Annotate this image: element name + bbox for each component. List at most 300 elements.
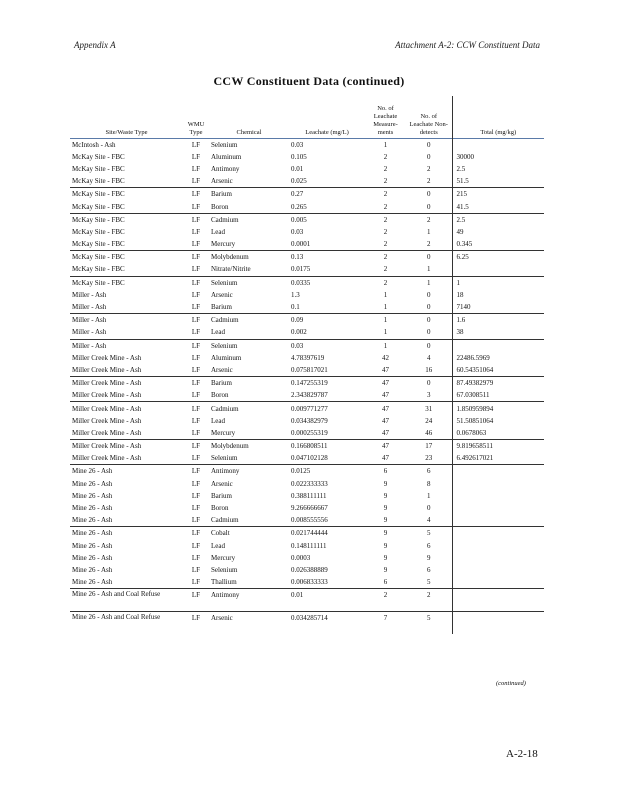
cell-leachate: 0.005: [289, 213, 365, 226]
table-row: [70, 478, 544, 490]
cell-total: [452, 490, 544, 502]
cell-chemical: Selenium: [211, 454, 238, 463]
cell-chemical: Lead: [211, 541, 225, 550]
cell-chemical: Arsenic: [211, 365, 233, 374]
cell-measurements: 2: [365, 188, 406, 201]
table-row: [70, 226, 544, 238]
cell-site: McKay Site - FBC: [70, 213, 183, 226]
cell-nondetects: 0: [427, 290, 431, 299]
cell-wmu: LF: [191, 140, 201, 149]
cell-nondetects: 0: [406, 377, 452, 390]
cell-leachate: 0.047102128: [291, 454, 328, 463]
cell-wmu: LF: [191, 491, 201, 500]
cell-site: McKay Site - FBC: [72, 177, 125, 186]
cell-chemical: Barium: [211, 491, 232, 500]
cell-site: McKay Site - FBC: [72, 202, 125, 211]
cell-chemical: Selenium: [211, 565, 238, 574]
cell-chemical: Mercury: [211, 428, 236, 437]
cell-wmu: LF: [191, 290, 201, 299]
table-row: [70, 564, 544, 576]
cell-leachate: 0.01: [289, 589, 365, 612]
cell-site: Miller Creek Mine - Ash: [72, 454, 142, 463]
cell-wmu: LF: [191, 164, 201, 173]
cell-chemical: Selenium: [211, 140, 238, 149]
cell-chemical: Selenium: [209, 276, 289, 289]
cell-nondetects: 1: [427, 227, 431, 236]
cell-total: 2.5: [452, 163, 544, 175]
cell-measurements: 47: [382, 365, 389, 374]
cell-total: 0.0678063: [452, 427, 544, 440]
cell-nondetects: 24: [425, 416, 433, 425]
cell-nondetects: 2: [427, 177, 431, 186]
cell-site: Mine 26 - Ash: [72, 553, 113, 562]
cell-chemical: Cobalt: [209, 527, 289, 540]
cell-nondetects: 16: [425, 365, 433, 374]
cell-site: McKay Site - FBC: [72, 152, 125, 161]
cell-chemical: Lead: [211, 416, 225, 425]
cell-wmu: LF: [191, 516, 201, 525]
constituent-data-table: [70, 96, 544, 634]
cell-wmu: LF: [183, 402, 209, 415]
cell-total: [452, 552, 544, 564]
table-row: [70, 552, 544, 564]
cell-measurements: 9: [365, 527, 406, 540]
cell-measurements: 1: [365, 339, 406, 352]
cell-leachate: 0.147255319: [289, 377, 365, 390]
cell-chemical: Boron: [211, 504, 229, 513]
cell-chemical: Selenium: [209, 339, 289, 352]
cell-total: 18: [452, 289, 544, 301]
cell-nondetects: 0: [427, 152, 431, 161]
cell-nondetects: 0: [406, 339, 452, 352]
cell-wmu: LF: [191, 504, 201, 513]
cell-wmu: LF: [183, 527, 209, 540]
cell-measurements: 2: [383, 227, 388, 236]
cell-wmu: LF: [191, 416, 201, 425]
cell-nondetects: 6: [427, 565, 431, 574]
table-row: [70, 276, 544, 289]
cell-wmu: LF: [183, 276, 209, 289]
cell-chemical: Aluminum: [211, 152, 242, 161]
cell-measurements: 47: [382, 428, 389, 437]
cell-total: [452, 514, 544, 527]
cell-nondetects: 0: [427, 303, 431, 312]
cell-nondetects: 31: [406, 402, 452, 415]
cell-nondetects: 0: [406, 314, 452, 327]
table-row: [70, 251, 544, 264]
cell-nondetects: 0: [427, 504, 431, 513]
cell-site: Miller Creek Mine - Ash: [72, 353, 142, 362]
cell-wmu: LF: [191, 365, 201, 374]
cell-nondetects: 4: [427, 516, 431, 525]
cell-site: Miller - Ash: [72, 290, 107, 299]
cell-total: [452, 263, 544, 276]
cell-leachate: 1.3: [291, 290, 300, 299]
cell-site: Miller - Ash: [70, 339, 183, 352]
cell-site: Miller - Ash: [72, 328, 107, 337]
cell-nondetects: 0: [427, 328, 431, 337]
cell-site: Mine 26 - Ash and Coal Refuse: [70, 612, 183, 635]
cell-wmu: LF: [191, 177, 201, 186]
cell-total: [452, 540, 544, 552]
cell-chemical: Boron: [211, 391, 229, 400]
cell-total: [452, 138, 544, 151]
cell-wmu: LF: [191, 565, 201, 574]
cell-measurements: 47: [365, 402, 406, 415]
table-row: [70, 200, 544, 213]
cell-total: 22486.5969: [452, 352, 544, 364]
cell-chemical: Arsenic: [209, 612, 289, 635]
cell-chemical: Molybdenum: [209, 251, 289, 264]
cell-site: Miller - Ash: [70, 314, 183, 327]
cell-chemical: Cadmium: [209, 402, 289, 415]
cell-total: [452, 589, 544, 612]
cell-total: [452, 612, 544, 635]
table-row: [70, 527, 544, 540]
cell-leachate: 9.266666667: [291, 504, 328, 513]
cell-wmu: LF: [191, 541, 201, 550]
cell-leachate: 0.075817021: [291, 365, 328, 374]
table-row: [70, 188, 544, 201]
cell-total: 7140: [452, 301, 544, 314]
cell-site: McKay Site - FBC: [72, 164, 125, 173]
page-number: A-2-18: [506, 748, 538, 760]
cell-nondetects: 1: [427, 265, 431, 274]
cell-site: Mine 26 - Ash: [70, 465, 183, 478]
cell-chemical: Nitrate/Nitrite: [211, 265, 251, 274]
cell-total: 41.5: [452, 200, 544, 213]
cell-site: Miller Creek Mine - Ash: [70, 440, 183, 453]
cell-measurements: 2: [365, 589, 406, 612]
cell-total: 60.54351064: [452, 364, 544, 377]
table-row: [70, 175, 544, 188]
cell-total: 6.492617021: [452, 452, 544, 465]
table-row: [70, 352, 544, 364]
cell-chemical: Lead: [211, 227, 225, 236]
table-row: [70, 377, 544, 390]
cell-leachate: 0.388111111: [291, 491, 327, 500]
cell-measurements: 2: [383, 152, 388, 161]
cell-nondetects: 2: [427, 240, 431, 249]
cell-site: Miller Creek Mine - Ash: [72, 416, 142, 425]
cell-wmu: LF: [191, 328, 201, 337]
cell-measurements: 1: [383, 328, 388, 337]
cell-total: [452, 478, 544, 490]
cell-nondetects: 1: [406, 276, 452, 289]
cell-wmu: LF: [191, 391, 201, 400]
cell-nondetects: 0: [427, 202, 431, 211]
cell-wmu: LF: [183, 314, 209, 327]
col-header-measurements: No. of Leachate Measure- ments: [373, 104, 398, 136]
cell-measurements: 9: [383, 504, 388, 513]
cell-leachate: 0.000255319: [291, 428, 328, 437]
cell-wmu: LF: [183, 251, 209, 264]
table-row: [70, 490, 544, 502]
table-row: [70, 289, 544, 301]
cell-leachate: 0.009771277: [289, 402, 365, 415]
table-row: [70, 301, 544, 314]
cell-wmu: LF: [191, 454, 201, 463]
cell-wmu: LF: [191, 303, 201, 312]
cell-measurements: 9: [383, 553, 388, 562]
cell-chemical: Cadmium: [211, 516, 239, 525]
cell-leachate: 2.343829787: [291, 391, 328, 400]
cell-chemical: Aluminum: [211, 353, 242, 362]
cell-chemical: Mercury: [211, 553, 236, 562]
cell-measurements: 2: [383, 177, 388, 186]
cell-chemical: Mercury: [211, 240, 236, 249]
cell-leachate: 0.026388889: [291, 565, 328, 574]
cell-chemical: Antimony: [211, 164, 240, 173]
col-header-site: Site/Waste Type: [105, 128, 148, 136]
cell-wmu: LF: [191, 227, 201, 236]
cell-chemical: Thallium: [211, 578, 237, 587]
cell-site: Mine 26 - Ash and Coal Refuse: [70, 589, 183, 612]
cell-wmu: LF: [183, 188, 209, 201]
cell-measurements: 1: [383, 290, 388, 299]
cell-site: Mine 26 - Ash: [72, 491, 113, 500]
cell-site: Miller - Ash: [72, 303, 107, 312]
cell-measurements: 47: [365, 440, 406, 453]
cell-measurements: 2: [365, 276, 406, 289]
table-row: [70, 326, 544, 339]
cell-nondetects: 2: [427, 164, 431, 173]
cell-nondetects: 17: [406, 440, 452, 453]
cell-nondetects: 6: [406, 465, 452, 478]
cell-measurements: 9: [383, 479, 388, 488]
table-row: [70, 389, 544, 402]
cell-leachate: 0.0175: [291, 265, 311, 274]
cell-total: 49: [452, 226, 544, 238]
cell-total: 67.0308511: [452, 389, 544, 402]
col-header-nondetects: No. of Leachate Non- detects: [409, 112, 448, 136]
cell-leachate: 0.148111111: [291, 541, 327, 550]
cell-total: [452, 465, 544, 478]
cell-wmu: LF: [191, 265, 201, 274]
table-row: [70, 612, 544, 635]
cell-chemical: Arsenic: [211, 290, 233, 299]
table-row: [70, 314, 544, 327]
cell-nondetects: 23: [425, 454, 433, 463]
cell-site: McKay Site - FBC: [72, 227, 125, 236]
cell-nondetects: 1: [427, 491, 431, 500]
cell-measurements: 2: [383, 202, 388, 211]
cell-wmu: LF: [191, 479, 201, 488]
table-row: [70, 151, 544, 163]
cell-nondetects: 6: [427, 541, 431, 550]
cell-measurements: 47: [382, 454, 389, 463]
cell-measurements: 9: [383, 516, 388, 525]
cell-site: Miller Creek Mine - Ash: [72, 365, 142, 374]
cell-leachate: 0.021744444: [289, 527, 365, 540]
cell-nondetects: 0: [427, 140, 431, 149]
cell-measurements: 1: [383, 303, 388, 312]
cell-wmu: LF: [183, 589, 209, 612]
cell-chemical: Cadmium: [209, 213, 289, 226]
cell-nondetects: 46: [425, 428, 433, 437]
cell-wmu: LF: [183, 612, 209, 635]
cell-wmu: LF: [191, 353, 201, 362]
cell-nondetects: 2: [406, 589, 452, 612]
cell-chemical: Barium: [211, 303, 232, 312]
cell-chemical: Arsenic: [211, 177, 233, 186]
cell-measurements: 9: [383, 565, 388, 574]
cell-total: 6.25: [452, 251, 544, 264]
cell-wmu: LF: [191, 202, 201, 211]
cell-total: 9.819658511: [452, 440, 544, 453]
cell-leachate: 0.1: [291, 303, 300, 312]
cell-measurements: 2: [383, 164, 388, 173]
cell-total: [452, 339, 544, 352]
cell-site: McKay Site - FBC: [70, 251, 183, 264]
cell-nondetects: 5: [406, 527, 452, 540]
cell-leachate: 0.0335: [289, 276, 365, 289]
cell-wmu: LF: [191, 240, 201, 249]
cell-chemical: Boron: [211, 202, 229, 211]
cell-measurements: 2: [383, 265, 388, 274]
cell-chemical: Antimony: [209, 589, 289, 612]
cell-total: 215: [452, 188, 544, 201]
cell-chemical: Lead: [211, 328, 225, 337]
cell-total: [452, 527, 544, 540]
cell-total: 30000: [452, 151, 544, 163]
cell-wmu: LF: [183, 465, 209, 478]
cell-leachate: 0.0001: [291, 240, 311, 249]
cell-nondetects: 5: [427, 578, 431, 587]
table-body: [70, 138, 544, 634]
cell-wmu: LF: [183, 377, 209, 390]
cell-site: Mine 26 - Ash: [72, 516, 113, 525]
cell-leachate: 0.008555556: [291, 516, 328, 525]
cell-leachate: 0.09: [289, 314, 365, 327]
running-header-left: Appendix A: [74, 40, 116, 50]
cell-total: 38: [452, 326, 544, 339]
cell-leachate: 0.03: [289, 339, 365, 352]
cell-leachate: 0.002: [291, 328, 307, 337]
cell-leachate: 0.025: [291, 177, 307, 186]
cell-leachate: 0.265: [291, 202, 307, 211]
cell-wmu: LF: [191, 553, 201, 562]
cell-site: Miller Creek Mine - Ash: [70, 402, 183, 415]
cell-measurements: 47: [382, 416, 389, 425]
table-row: [70, 540, 544, 552]
cell-chemical: Barium: [209, 188, 289, 201]
cell-leachate: 0.034382979: [291, 416, 328, 425]
cell-nondetects: 2: [406, 213, 452, 226]
cell-chemical: Cadmium: [209, 314, 289, 327]
table-row: [70, 138, 544, 151]
table-row: [70, 238, 544, 251]
cell-leachate: 0.022333333: [291, 479, 328, 488]
table-row: [70, 339, 544, 352]
cell-measurements: 6: [365, 465, 406, 478]
cell-nondetects: 5: [406, 612, 452, 635]
running-header-right: Attachment A-2: CCW Constituent Data: [395, 40, 540, 50]
table-row: [70, 452, 544, 465]
col-header-chemical: Chemical: [236, 128, 262, 136]
cell-chemical: Barium: [209, 377, 289, 390]
table-row: [70, 163, 544, 175]
table-row: [70, 589, 544, 612]
table-row: [70, 364, 544, 377]
cell-wmu: LF: [191, 428, 201, 437]
table-row: [70, 415, 544, 427]
cell-site: McKay Site - FBC: [70, 188, 183, 201]
cell-total: 2.5: [452, 213, 544, 226]
cell-site: Miller Creek Mine - Ash: [70, 377, 183, 390]
cell-leachate: 0.01: [291, 164, 304, 173]
cell-total: 51.50851064: [452, 415, 544, 427]
cell-leachate: 0.03: [291, 140, 304, 149]
cell-site: Miller Creek Mine - Ash: [72, 428, 142, 437]
cell-leachate: 0.105: [291, 152, 307, 161]
table-header: [70, 96, 544, 138]
cell-total: [452, 576, 544, 589]
cell-leachate: 0.0003: [291, 553, 311, 562]
cell-measurements: 1: [365, 314, 406, 327]
table-row: [70, 440, 544, 453]
cell-measurements: 47: [382, 391, 389, 400]
cell-leachate: 0.13: [289, 251, 365, 264]
cell-measurements: 2: [383, 240, 388, 249]
cell-leachate: 0.0125: [289, 465, 365, 478]
cell-nondetects: 0: [406, 188, 452, 201]
table-row: [70, 465, 544, 478]
cell-measurements: 2: [365, 213, 406, 226]
cell-site: McKay Site - FBC: [72, 240, 125, 249]
cell-total: 1.6: [452, 314, 544, 327]
cell-measurements: 6: [383, 578, 388, 587]
cell-leachate: 0.166808511: [289, 440, 365, 453]
cell-total: 1.850959894: [452, 402, 544, 415]
cell-total: [452, 502, 544, 514]
cell-site: McIntosh - Ash: [72, 140, 116, 149]
table-row: [70, 213, 544, 226]
col-header-wmu: WMU Type: [187, 120, 205, 136]
table-row: [70, 402, 544, 415]
cell-measurements: 2: [365, 251, 406, 264]
cell-nondetects: 0: [406, 251, 452, 264]
cell-site: Miller Creek Mine - Ash: [72, 391, 142, 400]
cell-chemical: Antimony: [209, 465, 289, 478]
cell-site: Mine 26 - Ash: [72, 578, 113, 587]
table-title: CCW Constituent Data (continued): [213, 74, 405, 88]
cell-measurements: 42: [382, 353, 389, 362]
continued-note: (continued): [496, 680, 526, 687]
cell-total: 0.345: [452, 238, 544, 251]
cell-wmu: LF: [191, 578, 201, 587]
cell-site: Mine 26 - Ash: [72, 541, 113, 550]
table-row: [70, 576, 544, 589]
cell-measurements: 9: [383, 491, 388, 500]
cell-wmu: LF: [191, 152, 201, 161]
cell-wmu: LF: [183, 339, 209, 352]
col-header-leachate: Leachate (mg/L): [305, 128, 349, 136]
cell-wmu: LF: [183, 440, 209, 453]
cell-total: 51.5: [452, 175, 544, 188]
cell-total: 1: [452, 276, 544, 289]
table-row: [70, 427, 544, 440]
cell-leachate: 0.034285714: [289, 612, 365, 635]
cell-chemical: Arsenic: [211, 479, 233, 488]
cell-measurements: 47: [365, 377, 406, 390]
cell-site: Mine 26 - Ash: [72, 479, 113, 488]
cell-leachate: 0.03: [291, 227, 304, 236]
table-row: [70, 263, 544, 276]
cell-site: McKay Site - FBC: [72, 265, 125, 274]
cell-site: Mine 26 - Ash: [72, 504, 113, 513]
cell-site: Mine 26 - Ash: [72, 565, 113, 574]
